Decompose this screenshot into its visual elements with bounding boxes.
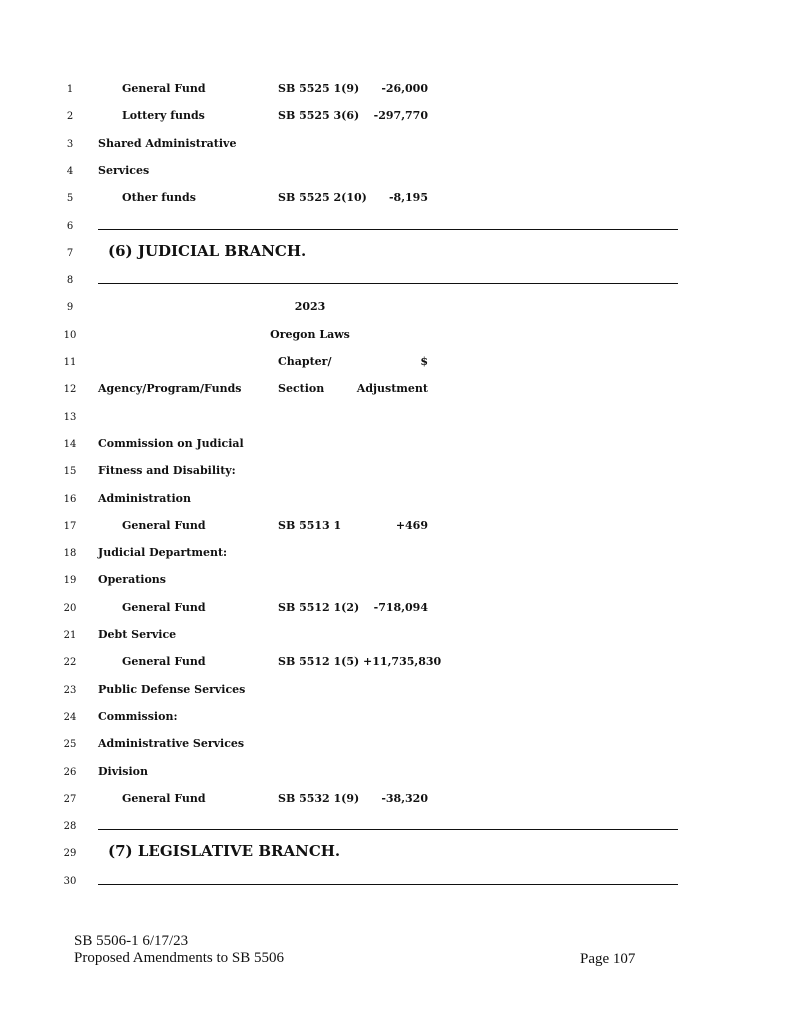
line-number: 30	[63, 875, 77, 887]
adjustment-cell: $	[420, 355, 428, 368]
section-rule	[98, 229, 678, 230]
document-line	[0, 294, 800, 321]
chapter-section-cell: SB 5532 1(9)	[278, 791, 360, 805]
document-line	[0, 349, 800, 376]
document-line	[0, 704, 800, 731]
document-line	[0, 513, 800, 540]
line-number: 6	[66, 220, 74, 232]
document-line	[0, 595, 800, 622]
agency-program-fund-cell: Fitness and Disability:	[98, 464, 236, 478]
line-number: 3	[66, 138, 74, 150]
line-number: 20	[63, 602, 77, 614]
document-line	[0, 868, 800, 895]
line-number: 27	[63, 793, 77, 805]
section-rule	[98, 283, 678, 284]
line-number: 8	[66, 275, 74, 287]
adjustment-cell: -297,770	[373, 109, 428, 123]
document-line	[0, 376, 800, 403]
document-line	[0, 813, 800, 840]
document-line	[0, 458, 800, 485]
column-header-text: Oregon Laws	[270, 327, 350, 341]
line-number: 22	[63, 657, 77, 669]
line-number: 2	[66, 111, 74, 123]
adjustment-cell: -26,000	[381, 82, 428, 95]
adjustment-cell: Adjustment	[356, 382, 428, 396]
section-heading: (6) JUDICIAL BRANCH.	[108, 241, 307, 260]
agency-program-fund-cell: Administration	[98, 491, 192, 505]
document-line	[0, 404, 800, 431]
document-line	[0, 322, 800, 349]
document-line	[0, 731, 800, 758]
agency-program-fund-cell: Services	[98, 163, 150, 177]
agency-program-fund-cell: Public Defense Services	[98, 682, 246, 696]
agency-program-fund-cell: Commission on Judicial	[98, 436, 244, 450]
line-number: 25	[63, 739, 77, 751]
footer-page-number: Page 107	[580, 951, 636, 967]
section-heading: (7) LEGISLATIVE BRANCH.	[108, 842, 341, 861]
line-number: 5	[66, 193, 74, 205]
chapter-section-cell: Chapter/	[278, 355, 332, 368]
document-line	[0, 76, 800, 103]
chapter-section-cell: SB 5525 2(10)	[278, 191, 367, 205]
document-line	[0, 622, 800, 649]
line-number: 7	[66, 247, 74, 259]
line-number: 23	[63, 684, 77, 696]
agency-program-fund-cell: Division	[98, 764, 148, 778]
line-number: 9	[66, 302, 74, 314]
document-line	[0, 486, 800, 513]
adjustment-cell: -8,195	[388, 191, 428, 205]
agency-program-fund-cell: Commission:	[98, 709, 178, 723]
adjustment-cell: -718,094	[373, 600, 428, 614]
line-number: 29	[63, 848, 77, 860]
document-line	[0, 103, 800, 130]
agency-program-fund-cell: Administrative Services	[98, 737, 245, 751]
line-number: 21	[63, 630, 77, 641]
footer-description: Proposed Amendments to SB 5506	[74, 950, 285, 966]
adjustment-cell: +469	[395, 518, 428, 532]
document-line	[0, 677, 800, 704]
document-line	[0, 213, 800, 240]
chapter-section-cell: Section	[278, 382, 325, 396]
chapter-section-cell: SB 5513 1	[278, 518, 342, 532]
line-number: 19	[63, 575, 77, 587]
line-number: 18	[63, 548, 77, 560]
agency-program-fund-cell: Debt Service	[98, 628, 177, 641]
document-line	[0, 786, 800, 813]
agency-program-fund-cell: General Fund	[122, 518, 206, 532]
line-number: 17	[63, 520, 77, 532]
agency-program-fund-cell: Other funds	[122, 191, 196, 205]
document-line	[0, 158, 800, 185]
agency-program-fund-cell: Lottery funds	[122, 109, 205, 123]
document-line	[0, 267, 800, 294]
line-number: 1	[66, 84, 74, 95]
line-number: 28	[63, 821, 77, 833]
document-line	[0, 131, 800, 158]
agency-program-fund-cell: Shared Administrative	[98, 136, 237, 150]
line-number: 14	[63, 438, 77, 450]
adjustment-cell: -38,320	[381, 791, 428, 805]
line-number: 16	[63, 493, 77, 505]
document-line	[0, 840, 800, 867]
agency-program-fund-cell: General Fund	[122, 600, 206, 614]
agency-program-fund-cell: Agency/Program/Funds	[98, 382, 242, 396]
chapter-section-cell: SB 5512 1(2)	[278, 600, 360, 614]
document-line	[0, 649, 800, 676]
footer-bill-id: SB 5506-1 6/17/23	[74, 933, 189, 949]
document-line	[0, 240, 800, 267]
chapter-section-cell: SB 5525 3(6)	[278, 109, 360, 123]
chapter-section-cell: SB 5525 1(9)	[278, 82, 360, 95]
document-line	[0, 185, 800, 212]
agency-program-fund-cell: General Fund	[122, 791, 206, 805]
line-number: 11	[63, 357, 77, 368]
agency-program-fund-cell: Judicial Department:	[98, 546, 228, 560]
document-line	[0, 759, 800, 786]
agency-program-fund-cell: General Fund	[122, 82, 206, 95]
agency-program-fund-cell: Operations	[98, 573, 166, 587]
line-number: 24	[63, 711, 77, 723]
document-line	[0, 567, 800, 594]
column-header-text: 2023	[294, 300, 326, 314]
agency-program-fund-cell: General Fund	[122, 655, 206, 669]
line-number: 10	[63, 329, 77, 341]
section-rule	[98, 884, 678, 885]
document-line	[0, 431, 800, 458]
line-number: 26	[63, 766, 77, 778]
chapter-section-cell: SB 5512 1(5) +11,735,830	[278, 655, 442, 669]
line-number: 12	[63, 384, 77, 396]
line-number: 13	[63, 411, 77, 423]
line-number: 15	[63, 466, 77, 478]
section-rule	[98, 829, 678, 830]
line-number: 4	[66, 165, 74, 177]
document-line	[0, 540, 800, 567]
